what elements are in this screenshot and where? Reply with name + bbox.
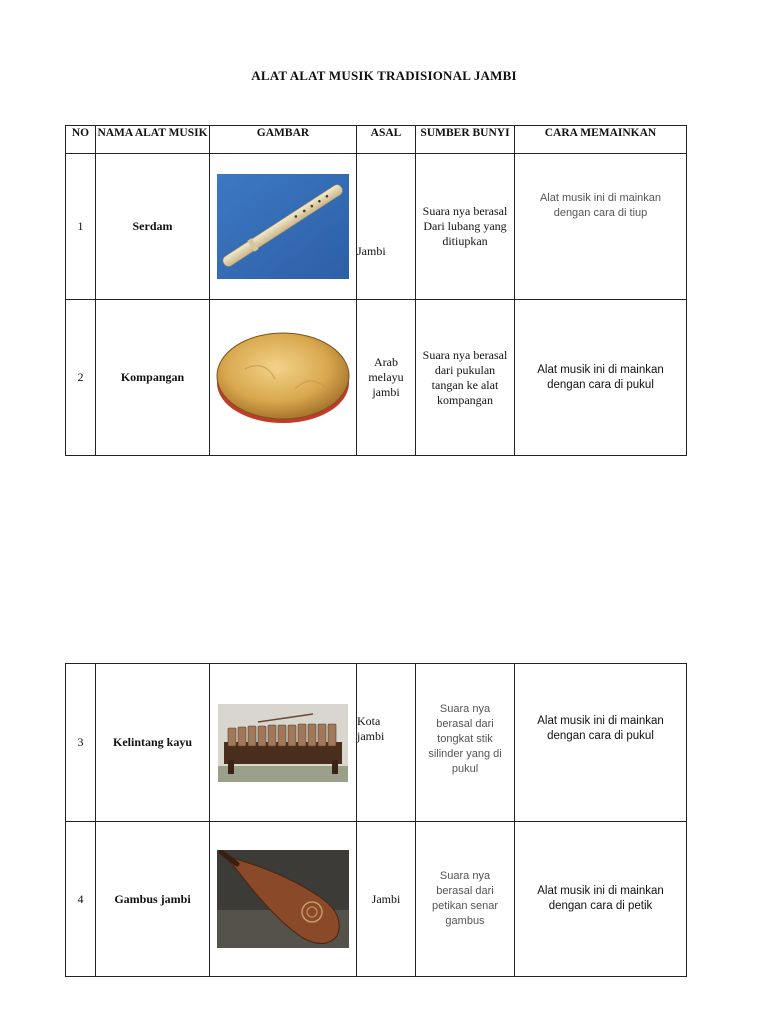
instrument-origin-text: Arab melayu jambi	[368, 355, 404, 399]
header-gambar: GAMBAR	[210, 126, 357, 154]
play-method-text: Alat musik ini di mainkan dengan cara di petik	[537, 885, 664, 912]
sound-source-text: Suara nya berasal dari tongkat stik silinder yang di pukul	[428, 703, 502, 775]
row-number: 2	[66, 300, 96, 456]
instrument-name: Kompangan	[96, 300, 210, 456]
play-method	[515, 154, 687, 300]
sound-source	[416, 300, 515, 456]
instrument-origin-text: Kota jambi	[357, 714, 385, 743]
header-no: NO	[66, 126, 96, 154]
header-sumber: SUMBER BUNYI	[416, 126, 515, 154]
sound-source-text: Suara nya berasal dari pukulan tangan ke alat kompangan	[422, 347, 508, 407]
instrument-name: Kelintang kayu	[96, 664, 210, 822]
sound-source	[416, 664, 515, 822]
table-header-row	[66, 126, 687, 154]
instrument-image-cell	[210, 154, 357, 300]
instrument-origin	[357, 664, 416, 822]
sound-source	[416, 154, 515, 300]
table-row	[66, 300, 687, 456]
sound-source-text: Suara nya berasal Dari lubang yang ditiupkan	[422, 204, 508, 248]
table-row	[66, 154, 687, 300]
instrument-origin: Jambi	[357, 822, 416, 977]
header-asal: ASAL	[357, 126, 416, 154]
xylophone-image	[218, 704, 348, 782]
row-number: 4	[66, 822, 96, 977]
row-number: 3	[66, 664, 96, 822]
instrument-image-cell	[210, 664, 357, 822]
play-method	[515, 822, 687, 977]
lute-image	[217, 850, 349, 948]
instrument-table-page-2	[65, 663, 687, 977]
instrument-image-cell	[210, 300, 357, 456]
row-number: 1	[66, 154, 96, 300]
instrument-table-page-1	[65, 125, 687, 456]
instrument-image-cell	[210, 822, 357, 977]
header-nama: NAMA ALAT MUSIK	[96, 126, 210, 154]
play-method-text: Alat musik ini di mainkan dengan cara di pukul	[537, 363, 664, 391]
instrument-origin: Jambi	[357, 154, 416, 300]
header-cara: CARA MEMAINKAN	[515, 126, 687, 154]
instrument-origin	[357, 300, 416, 456]
table-row	[66, 822, 687, 977]
frame-drum-image	[215, 329, 351, 427]
play-method	[515, 300, 687, 456]
play-method	[515, 664, 687, 822]
instrument-name: Serdam	[96, 154, 210, 300]
document-title: ALAT ALAT MUSIK TRADISIONAL JAMBI	[251, 68, 517, 83]
sound-source-text: Suara nya berasal dari petikan senar gambus	[431, 870, 499, 927]
sound-source	[416, 822, 515, 977]
table-row	[66, 664, 687, 822]
play-method-text: Alat musik ini di mainkan dengan cara di pukul	[537, 715, 664, 742]
instrument-name: Gambus jambi	[96, 822, 210, 977]
flute-image	[217, 174, 349, 279]
play-method-text: Alat musik ini di mainkan dengan cara di tiup	[539, 192, 662, 219]
